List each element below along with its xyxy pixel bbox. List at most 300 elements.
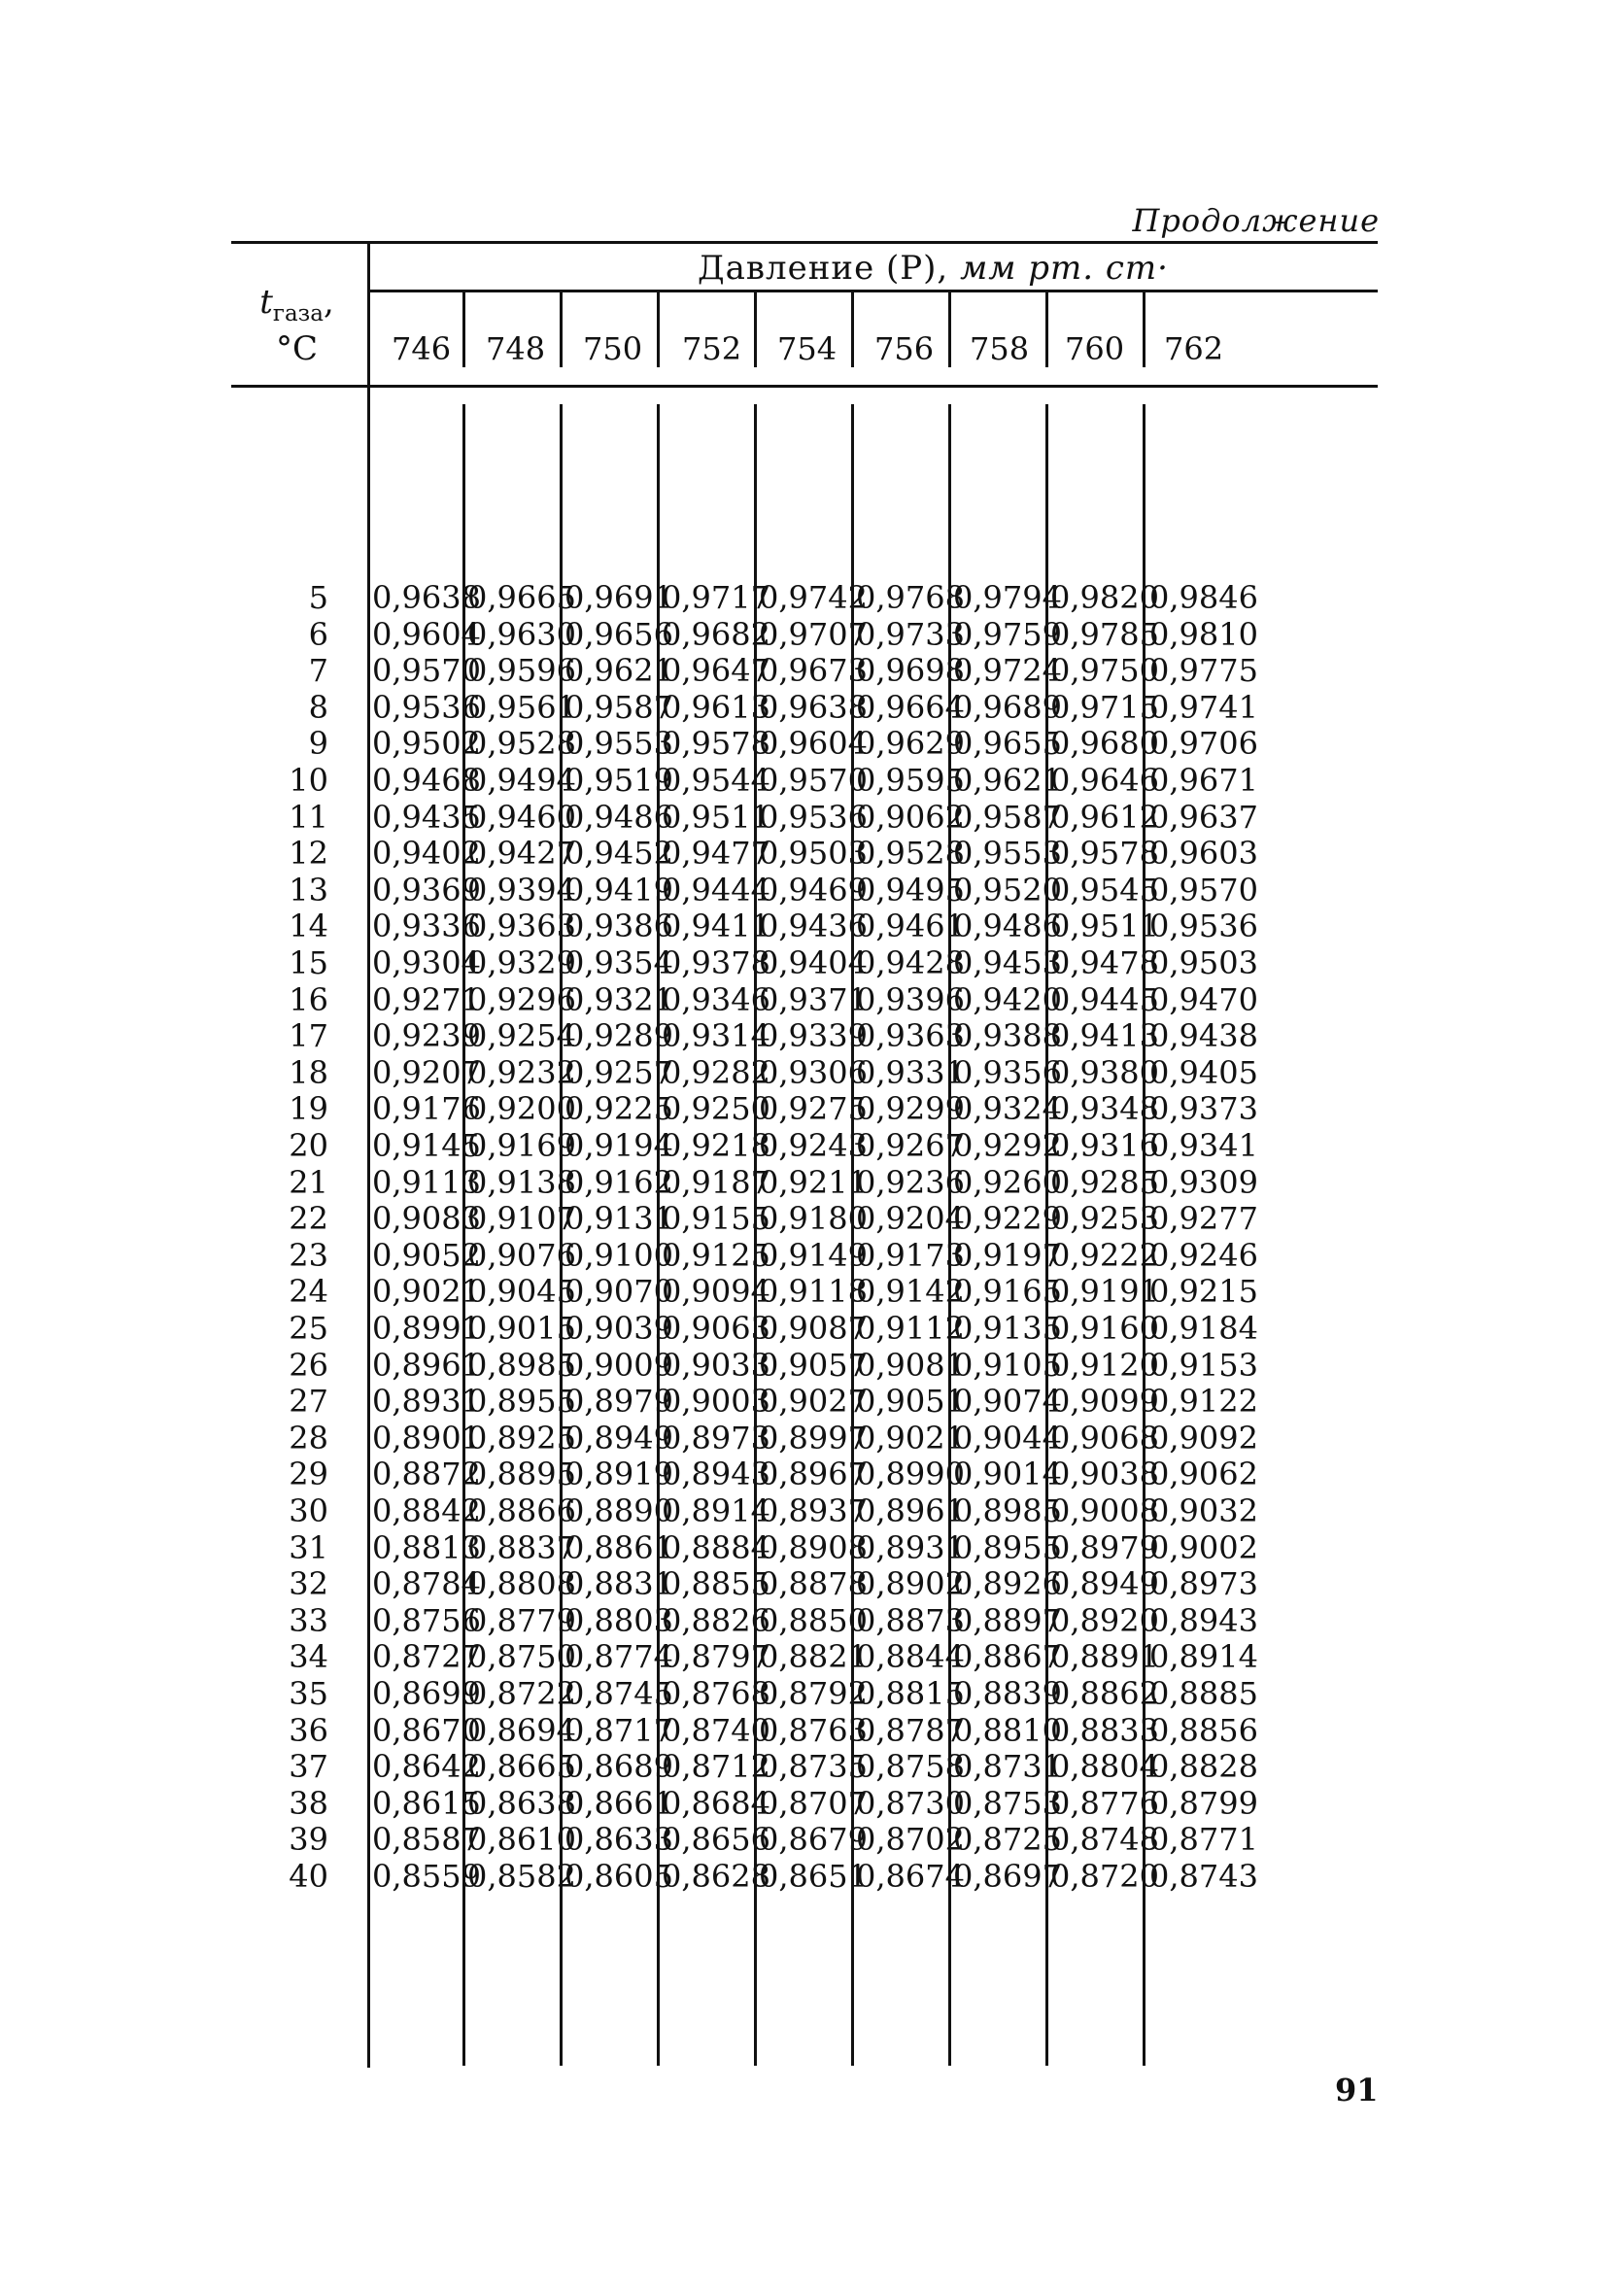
table-cell: 0,8697 [953,1858,1062,1895]
temperature-row-label: 16 [289,981,328,1018]
table-cell: 0,9468 [372,762,481,799]
pressure-column-header: 752 [682,330,742,367]
table-cell: 0,8844 [856,1638,965,1675]
table-cell: 0,8615 [372,1785,481,1822]
table-cell: 0,9118 [759,1273,868,1310]
temperature-row-label: 13 [289,872,328,908]
table-cell: 0,9246 [1149,1237,1258,1274]
table-cell: 0,8973 [1149,1565,1258,1602]
table-cell: 0,9435 [372,799,481,836]
column-divider-head [851,291,854,367]
table-cell: 0,9511 [1050,908,1159,944]
temperature-row-label: 36 [289,1712,328,1749]
table-cell: 0,9413 [1050,1017,1159,1054]
table-cell: 0,9184 [1149,1310,1258,1347]
table-cell: 0,8797 [662,1638,770,1675]
temperature-column-header: $t_{газа}$, °C [259,283,334,368]
temperature-row-label: 21 [289,1164,328,1201]
temperature-row-label: 23 [289,1237,328,1274]
table-cell: 0,8694 [467,1712,576,1749]
table-cell: 0,9236 [856,1164,965,1201]
table-cell: 0,8831 [564,1565,673,1602]
temperature-row-label: 35 [289,1675,328,1712]
table-cell: 0,8638 [467,1785,576,1822]
table-cell: 0,9032 [1149,1492,1258,1529]
temperature-row-label: 30 [289,1492,328,1529]
table-cell: 0,8656 [662,1821,770,1858]
table-cell: 0,8943 [662,1456,770,1492]
table-cell: 0,9528 [856,835,965,872]
table-cell: 0,9630 [467,616,576,653]
table-cell: 0,9299 [856,1090,965,1127]
table-cell: 0,9707 [759,616,868,653]
pressure-column-header: 762 [1164,330,1224,367]
table-cell: 0,9503 [1149,944,1258,981]
table-cell: 0,9570 [372,652,481,689]
table-cell: 0,9665 [467,579,576,616]
table-cell: 0,9081 [856,1347,965,1384]
table-cell: 0,9275 [759,1090,868,1127]
table-cell: 0,9638 [759,689,868,726]
table-cell: 0,9094 [662,1273,770,1310]
temperature-row-label: 8 [308,689,328,726]
table-cell: 0,9587 [953,799,1062,836]
table-cell: 0,8799 [1149,1785,1258,1822]
table-cell: 0,8776 [1050,1785,1159,1822]
table-cell: 0,9810 [1149,616,1258,653]
table-cell: 0,9321 [564,981,673,1018]
table-cell: 0,9486 [564,799,673,836]
temperature-row-label: 31 [289,1529,328,1566]
table-cell: 0,9057 [759,1347,868,1384]
table-cell: 0,9292 [953,1127,1062,1164]
table-cell: 0,8725 [953,1821,1062,1858]
table-cell: 0,9655 [953,725,1062,762]
table-cell: 0,9044 [953,1420,1062,1456]
table-cell: 0,9775 [1149,652,1258,689]
table-cell: 0,9545 [1050,872,1159,908]
temperature-row-label: 9 [308,725,328,762]
table-cell: 0,9411 [662,908,770,944]
table-cell: 0,8979 [1050,1529,1159,1566]
table-cell: 0,8990 [856,1456,965,1492]
stub-symbol: t [259,283,273,322]
table-cell: 0,9363 [856,1017,965,1054]
table-cell: 0,9083 [372,1200,481,1237]
table-cell: 0,9846 [1149,579,1258,616]
table-cell: 0,9794 [953,579,1062,616]
temperature-row-label: 18 [289,1054,328,1091]
table-cell: 0,9070 [564,1273,673,1310]
table-cell: 0,8902 [856,1565,965,1602]
table-cell: 0,8743 [1149,1858,1258,1895]
temperature-row-label: 29 [289,1456,328,1492]
table-cell: 0,8842 [372,1492,481,1529]
stub-divider [367,241,370,2068]
table-cell: 0,9742 [759,579,868,616]
table-cell: 0,8787 [856,1712,965,1749]
table-cell: 0,9009 [564,1347,673,1384]
table-cell: 0,8885 [1149,1675,1258,1712]
table-cell: 0,9436 [759,908,868,944]
pressure-column-header: 748 [486,330,546,367]
column-divider-head [462,291,465,367]
table-cell: 0,9444 [662,872,770,908]
table-cell: 0,9062 [856,799,965,836]
table-cell: 0,8861 [564,1529,673,1566]
table-cell: 0,9099 [1050,1383,1159,1420]
table-cell: 0,9105 [953,1347,1062,1384]
table-cell: 0,9243 [759,1127,868,1164]
table-cell: 0,8699 [372,1675,481,1712]
table-cell: 0,8866 [467,1492,576,1529]
table-cell: 0,8890 [564,1492,673,1529]
table-cell: 0,8804 [1050,1748,1159,1785]
table-cell: 0,9680 [1050,725,1159,762]
column-divider-head [948,291,951,367]
table-cell: 0,8891 [1050,1638,1159,1675]
table-cell: 0,8768 [662,1675,770,1712]
table-cell: 0,9820 [1050,579,1159,616]
table-cell: 0,8803 [564,1602,673,1639]
table-cell: 0,9076 [467,1237,576,1274]
table-cell: 0,8771 [1149,1821,1258,1858]
table-cell: 0,8813 [372,1529,481,1566]
table-cell: 0,9087 [759,1310,868,1347]
table-cell: 0,9503 [759,835,868,872]
table-cell: 0,9706 [1149,725,1258,762]
table-cell: 0,9092 [1149,1420,1258,1456]
table-cell: 0,9155 [662,1200,770,1237]
table-cell: 0,9405 [1149,1054,1258,1091]
table-cell: 0,9477 [662,835,770,872]
table-cell: 0,9378 [662,944,770,981]
table-cell: 0,8920 [1050,1602,1159,1639]
temperature-row-label: 28 [289,1420,328,1456]
table-cell: 0,8610 [467,1821,576,1858]
table-cell: 0,9528 [467,725,576,762]
temperature-row-label: 40 [289,1858,328,1895]
table-cell: 0,9336 [372,908,481,944]
table-cell: 0,8605 [564,1858,673,1895]
group-header-rule [367,290,1378,292]
table-cell: 0,8722 [467,1675,576,1712]
table-cell: 0,8955 [467,1383,576,1420]
table-cell: 0,9346 [662,981,770,1018]
table-cell: 0,9647 [662,652,770,689]
table-cell: 0,8919 [564,1456,673,1492]
table-cell: 0,8815 [856,1675,965,1712]
table-cell: 0,9120 [1050,1347,1159,1384]
table-cell: 0,8949 [1050,1565,1159,1602]
table-cell: 0,9225 [564,1090,673,1127]
continuation-caption: Продолжение [1132,202,1380,239]
table-cell: 0,9021 [372,1273,481,1310]
table-cell: 0,9673 [759,652,868,689]
table-cell: 0,9495 [856,872,965,908]
temperature-row-label: 15 [289,944,328,981]
table-cell: 0,8850 [759,1602,868,1639]
table-cell: 0,9511 [662,799,770,836]
temperature-row-label: 27 [289,1383,328,1420]
table-cell: 0,9021 [856,1420,965,1456]
table-cell: 0,9191 [1050,1273,1159,1310]
table-cell: 0,9306 [759,1054,868,1091]
table-cell: 0,9388 [953,1017,1062,1054]
table-cell: 0,9578 [1050,835,1159,872]
table-cell: 0,9316 [1050,1127,1159,1164]
temperature-row-label: 6 [308,616,328,653]
table-cell: 0,9176 [372,1090,481,1127]
table-cell: 0,9149 [759,1237,868,1274]
table-cell: 0,9239 [372,1017,481,1054]
table-cell: 0,9419 [564,872,673,908]
table-cell: 0,8774 [564,1638,673,1675]
table-cell: 0,9289 [564,1017,673,1054]
temperature-row-label: 22 [289,1200,328,1237]
table-cell: 0,8670 [372,1712,481,1749]
table-cell: 0,9733 [856,616,965,653]
table-cell: 0,8973 [662,1420,770,1456]
table-cell: 0,9768 [856,579,965,616]
table-cell: 0,9578 [662,725,770,762]
temperature-row-label: 25 [289,1310,328,1347]
table-cell: 0,9536 [1149,908,1258,944]
table-cell: 0,9478 [1050,944,1159,981]
header-bottom-rule [231,385,1378,388]
table-cell: 0,9520 [953,872,1062,908]
table-cell: 0,8750 [467,1638,576,1675]
table-cell: 0,9253 [1050,1200,1159,1237]
pressure-column-header: 746 [392,330,452,367]
table-cell: 0,8926 [953,1565,1062,1602]
pressure-column-header: 754 [777,330,838,367]
table-cell: 0,9604 [372,616,481,653]
table-cell: 0,8873 [856,1602,965,1639]
table-cell: 0,8740 [662,1712,770,1749]
table-cell: 0,9561 [467,689,576,726]
table-cell: 0,9027 [759,1383,868,1420]
temperature-row-label: 7 [308,652,328,689]
table-cell: 0,9250 [662,1090,770,1127]
pressure-label: Давление (P), [698,249,949,288]
table-cell: 0,8730 [856,1785,965,1822]
table-cell: 0,9180 [759,1200,868,1237]
table-cell: 0,8735 [759,1748,868,1785]
table-cell: 0,8748 [1050,1821,1159,1858]
table-cell: 0,8674 [856,1858,965,1895]
table-cell: 0,8810 [953,1712,1062,1749]
table-cell: 0,9211 [759,1164,868,1201]
table-cell: 0,9045 [467,1273,576,1310]
table-cell: 0,9396 [856,981,965,1018]
temperature-row-label: 14 [289,908,328,944]
table-cell: 0,9438 [1149,1017,1258,1054]
table-cell: 0,9603 [1149,835,1258,872]
table-cell: 0,8756 [372,1602,481,1639]
table-cell: 0,9296 [467,981,576,1018]
table-top-rule [231,241,1378,244]
table-cell: 0,9173 [856,1237,965,1274]
temperature-row-label: 20 [289,1127,328,1164]
table-cell: 0,9646 [1050,762,1159,799]
table-cell: 0,8943 [1149,1602,1258,1639]
table-cell: 0,9142 [856,1273,965,1310]
column-divider-head [657,291,660,367]
table-cell: 0,8727 [372,1638,481,1675]
table-cell: 0,8837 [467,1529,576,1566]
table-cell: 0,9135 [953,1310,1062,1347]
table-cell: 0,8955 [953,1529,1062,1566]
table-cell: 0,9741 [1149,689,1258,726]
table-cell: 0,8878 [759,1565,868,1602]
table-cell: 0,9257 [564,1054,673,1091]
table-cell: 0,9354 [564,944,673,981]
table-cell: 0,9452 [564,835,673,872]
table-cell: 0,8717 [564,1712,673,1749]
table-cell: 0,9570 [759,762,868,799]
table-cell: 0,9304 [372,944,481,981]
page-number: 91 [1335,2072,1379,2108]
table-cell: 0,9229 [953,1200,1062,1237]
table-cell: 0,9153 [1149,1347,1258,1384]
table-cell: 0,9470 [1149,981,1258,1018]
table-cell: 0,8559 [372,1858,481,1895]
table-cell: 0,8862 [1050,1675,1159,1712]
table-cell: 0,8731 [953,1748,1062,1785]
table-cell: 0,9324 [953,1090,1062,1127]
table-cell: 0,9369 [372,872,481,908]
table-cell: 0,9033 [662,1347,770,1384]
table-cell: 0,8855 [662,1565,770,1602]
table-cell: 0,9074 [953,1383,1062,1420]
column-divider-head [1045,291,1048,367]
table-cell: 0,9621 [953,762,1062,799]
table-cell: 0,9402 [372,835,481,872]
table-cell: 0,9613 [662,689,770,726]
table-cell: 0,9486 [953,908,1062,944]
table-cell: 0,9553 [953,835,1062,872]
table-cell: 0,8925 [467,1420,576,1456]
table-cell: 0,9138 [467,1164,576,1201]
table-cell: 0,8884 [662,1529,770,1566]
table-cell: 0,8763 [759,1712,868,1749]
table-cell: 0,9373 [1149,1090,1258,1127]
table-cell: 0,8587 [372,1821,481,1858]
table-cell: 0,9222 [1050,1237,1159,1274]
stub-unit: °C [275,329,318,368]
table-cell: 0,8985 [467,1347,576,1384]
table-cell: 0,8808 [467,1565,576,1602]
table-cell: 0,9621 [564,652,673,689]
table-cell: 0,9277 [1149,1200,1258,1237]
table-cell: 0,9469 [759,872,868,908]
table-cell: 0,9062 [1149,1456,1258,1492]
temperature-row-label: 34 [289,1638,328,1675]
table-cell: 0,8828 [1149,1748,1258,1785]
temperature-row-label: 33 [289,1602,328,1639]
table-cell: 0,9724 [953,652,1062,689]
table-cell: 0,9596 [467,652,576,689]
table-cell: 0,9038 [1050,1456,1159,1492]
table-cell: 0,9689 [953,689,1062,726]
pressure-column-header: 758 [970,330,1030,367]
table-cell: 0,8582 [467,1858,576,1895]
table-cell: 0,9536 [372,689,481,726]
table-cell: 0,9536 [759,799,868,836]
table-cell: 0,9194 [564,1127,673,1164]
table-cell: 0,8628 [662,1858,770,1895]
table-cell: 0,8792 [759,1675,868,1712]
table-cell: 0,8901 [372,1420,481,1456]
table-cell: 0,9404 [759,944,868,981]
pressure-column-header: 756 [874,330,935,367]
table-cell: 0,8753 [953,1785,1062,1822]
table-cell: 0,9162 [564,1164,673,1201]
table-cell: 0,9460 [467,799,576,836]
table-cell: 0,9420 [953,981,1062,1018]
table-cell: 0,8821 [759,1638,868,1675]
table-cell: 0,9785 [1050,616,1159,653]
table-cell: 0,9145 [372,1127,481,1164]
table-cell: 0,9285 [1050,1164,1159,1201]
table-cell: 0,9003 [662,1383,770,1420]
table-cell: 0,9461 [856,908,965,944]
temperature-row-label: 37 [289,1748,328,1785]
table-cell: 0,9197 [953,1237,1062,1274]
table-cell: 0,9682 [662,616,770,653]
table-cell: 0,8997 [759,1420,868,1456]
table-cell: 0,9587 [564,689,673,726]
table-cell: 0,8931 [372,1383,481,1420]
pressure-column-header: 750 [583,330,643,367]
table-cell: 0,9570 [1149,872,1258,908]
table-cell: 0,9100 [564,1237,673,1274]
table-cell: 0,9165 [953,1273,1062,1310]
stub-subscript: газа [272,301,324,326]
table-cell: 0,8897 [953,1602,1062,1639]
table-cell: 0,9717 [662,579,770,616]
table-cell: 0,9051 [856,1383,965,1420]
table-cell: 0,8914 [662,1492,770,1529]
table-cell: 0,9107 [467,1200,576,1237]
table-cell: 0,9544 [662,762,770,799]
table-cell: 0,8689 [564,1748,673,1785]
table-cell: 0,9331 [856,1054,965,1091]
column-divider-head [560,291,563,367]
table-cell: 0,9187 [662,1164,770,1201]
table-cell: 0,8931 [856,1529,965,1566]
table-cell: 0,9125 [662,1237,770,1274]
table-cell: 0,9122 [1149,1383,1258,1420]
table-cell: 0,9207 [372,1054,481,1091]
table-cell: 0,9637 [1149,799,1258,836]
table-cell: 0,9386 [564,908,673,944]
table-cell: 0,8712 [662,1748,770,1785]
table-cell: 0,9339 [759,1017,868,1054]
temperature-row-label: 10 [289,762,328,799]
temperature-row-label: 11 [289,799,328,836]
table-cell: 0,9348 [1050,1090,1159,1127]
table-cell: 0,9232 [467,1054,576,1091]
table-cell: 0,8651 [759,1858,868,1895]
table-cell: 0,9160 [1050,1310,1159,1347]
table-cell: 0,8895 [467,1456,576,1492]
table-cell: 0,8665 [467,1748,576,1785]
table-cell: 0,9260 [953,1164,1062,1201]
table-cell: 0,9267 [856,1127,965,1164]
table-cell: 0,8961 [372,1347,481,1384]
